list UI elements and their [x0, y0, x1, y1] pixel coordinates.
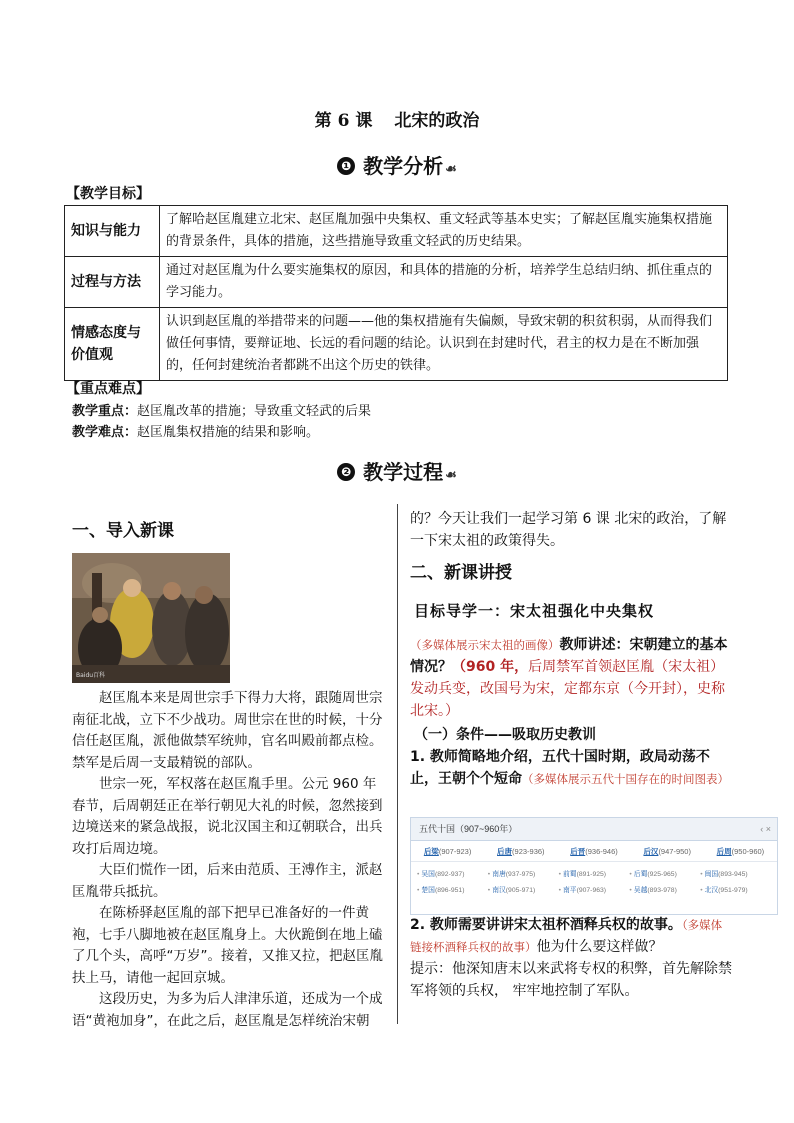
intro-detail: 后周禁军首领赵匡胤（宋太祖）发动兵变，改国号为宋，定都东京（今开封），史称北宋。） — [410, 659, 725, 719]
story-paragraph: 世宗一死，军权落在赵匡胤手里。公元 960 年春节，后周朝廷正在举行朝见大礼的时候，忽然接到边境送来的紧急战报，说北汉国主和辽朝联合，出兵攻打后周边境。 — [72, 776, 383, 857]
kingdom-item: • 前蜀(891-925) — [558, 871, 607, 878]
kingdom-item: • 南唐(937-975) — [487, 871, 536, 878]
intro-heading: 一、导入新课 — [72, 521, 174, 541]
difficulty-line — [72, 423, 319, 443]
objective-label: 知识与能力 — [65, 206, 160, 257]
kingdom-grid — [411, 862, 777, 894]
painting-image — [72, 553, 230, 683]
media-note: （多媒体展示五代十国存在的时间图表） — [522, 772, 729, 786]
section-number-icon: ❷ — [337, 463, 355, 481]
kingdom-item: • 南汉(905-971) — [487, 887, 536, 894]
focus-line — [72, 402, 371, 422]
section-process-heading — [0, 456, 794, 485]
kingdom-item: • 吴国(892-937) — [417, 871, 465, 878]
lecture-heading: 二、新课讲授 — [410, 563, 512, 583]
page-title — [0, 106, 794, 131]
item-2-text: 2. 教师需要讲讲宋太祖杯酒释兵权的故事。 — [410, 917, 682, 933]
intro-story — [72, 688, 384, 1032]
dynasty-cell: 后汉(947-950) — [643, 846, 691, 856]
hint-text: 提示：他深知唐末以来武将专权的积弊，首先解除禁军将领的兵权， 牢牢地控制了军队。 — [410, 961, 732, 999]
table-row — [65, 206, 728, 257]
dynasty-cell: 后晋(936-946) — [570, 846, 618, 856]
item-2-question: 他为什么要这样做？ — [536, 939, 663, 955]
painting-illustration — [72, 553, 230, 683]
media-note: （多媒体链接杯酒释兵权的故事） — [410, 918, 723, 954]
condition-heading — [414, 724, 596, 746]
target-heading: 目标导学一：宋太祖强化中央集权 — [414, 602, 655, 620]
media-note: （多媒体展示宋太祖的画像） — [410, 638, 560, 652]
item-2 — [410, 914, 732, 958]
dynasty-cell: 后唐(923-936) — [497, 846, 545, 856]
column-divider — [397, 504, 398, 1024]
objective-label: 过程与方法 — [65, 257, 160, 308]
year-highlight: （960 年， — [452, 659, 529, 675]
kingdom-item: • 北汉(951-979) — [700, 887, 748, 894]
leaf-ornament-icon: ☙ — [445, 162, 457, 177]
table-row — [65, 257, 728, 308]
intro-block — [410, 634, 732, 722]
lesson-name: 北宋的政治 — [394, 111, 480, 131]
continuation-text: 的？今天让我们一起学习第 6 课 北宋的政治，了解一下宋太祖的政策得失。 — [410, 511, 727, 549]
keypoints-heading: 【重点难点】 — [66, 381, 150, 397]
table-row — [65, 308, 728, 381]
focus-label: 教学重点： — [72, 404, 138, 419]
difficulty-text: 赵匡胤集权措施的结果和影响。 — [137, 425, 320, 440]
objective-text: 认识到赵匡胤的举措带来的问题——他的集权措施有失偏颇，导致宋朝的积贫积弱，从而得我们做任何事情，要辩证地、长远的看问题的结论。认识到在封建时代，君主的权力是在不断加强的，任何封建统治者都跳不出这个历史的铁律。 — [160, 308, 728, 381]
objective-label: 情感态度与价值观 — [65, 308, 160, 381]
section-analysis-label: 教学分析 — [363, 154, 444, 178]
kingdom-item: • 吴越(893-978) — [629, 887, 677, 894]
kingdom-item: • 楚国(896-951) — [417, 887, 465, 894]
teacher-narration-label: 教师讲述：宋朝建立的基本情况？ — [410, 637, 728, 675]
item-1 — [410, 746, 732, 790]
objective-text: 通过对赵匡胤为什么要实施集权的原因，和具体的措施的分析，培养学生总结归纳、抓住重点的学习能力。 — [160, 257, 728, 308]
story-paragraph: 赵匡胤本来是周世宗手下得力大将，跟随周世宗南征北战，立下不少战功。周世宗在世的时候，十分信任赵匡胤，派他做禁军统帅，官名叫殿前都点检。禁军是后周一支最精锐的部队。 — [72, 690, 383, 771]
story-paragraph: 大臣们慌作一团，后来由范质、王溥作主，派赵匡胤带兵抵抗。 — [72, 862, 383, 900]
section-number-icon: ❶ — [337, 157, 355, 175]
dynasty-cell: 后梁(907-923) — [423, 846, 472, 856]
story-paragraph: 在陈桥驿赵匡胤的部下把早已准备好的一件黄袍，七手八脚地被在赵匡胤身上。大伙跪倒在地上磕了几个头，高呼“万岁”。接着，又推又拉，把赵匡胤扶上马，请他一起回京城。 — [72, 905, 383, 986]
story-paragraph: 这段历史，为多为后人津津乐道，还成为一个成语“黄袍加身”，在此之后，赵匡胤是怎样统治宋朝 — [72, 991, 383, 1029]
section-process-label: 教学过程 — [363, 460, 444, 484]
lesson-number: 第 6 课 — [314, 111, 373, 131]
timeline-title: 五代十国（907~960年） — [419, 824, 518, 834]
kingdom-item: • 南平(907-963) — [558, 887, 607, 894]
item-1-text: 1. 教师简略地介绍，五代十国时期，政局动荡不止，王朝个个短命 — [410, 749, 710, 787]
objectives-heading: 【教学目标】 — [66, 186, 150, 202]
difficulty-label: 教学难点： — [72, 425, 138, 440]
section-analysis-heading — [0, 150, 794, 179]
timeline-header — [411, 818, 777, 841]
leaf-ornament-icon: ☙ — [445, 468, 457, 483]
watermark-text: Baidu百科 — [76, 672, 106, 679]
dynasty-row — [411, 841, 777, 862]
objectives-table — [64, 205, 728, 381]
timeline-chart — [410, 817, 778, 915]
kingdom-item: • 闽国(893-945) — [700, 871, 748, 878]
dynasty-cell: 后周(950-960) — [716, 846, 765, 856]
condition-heading-text: （一）条件——吸取历史教训 — [414, 727, 596, 743]
focus-text: 赵匡胤改革的措施；导致重文轻武的后果 — [137, 404, 372, 419]
objective-text: 了解哈赵匡胤建立北宋、赵匡胤加强中央集权、重文轻武等基本史实；了解赵匡胤实施集权措施的背景条件，具体的措施，这些措施导致重文轻武的历史结果。 — [160, 206, 728, 257]
kingdom-item: • 后蜀(925-965) — [629, 871, 677, 878]
timeline-controls-icon: ‹ × — [760, 824, 771, 834]
